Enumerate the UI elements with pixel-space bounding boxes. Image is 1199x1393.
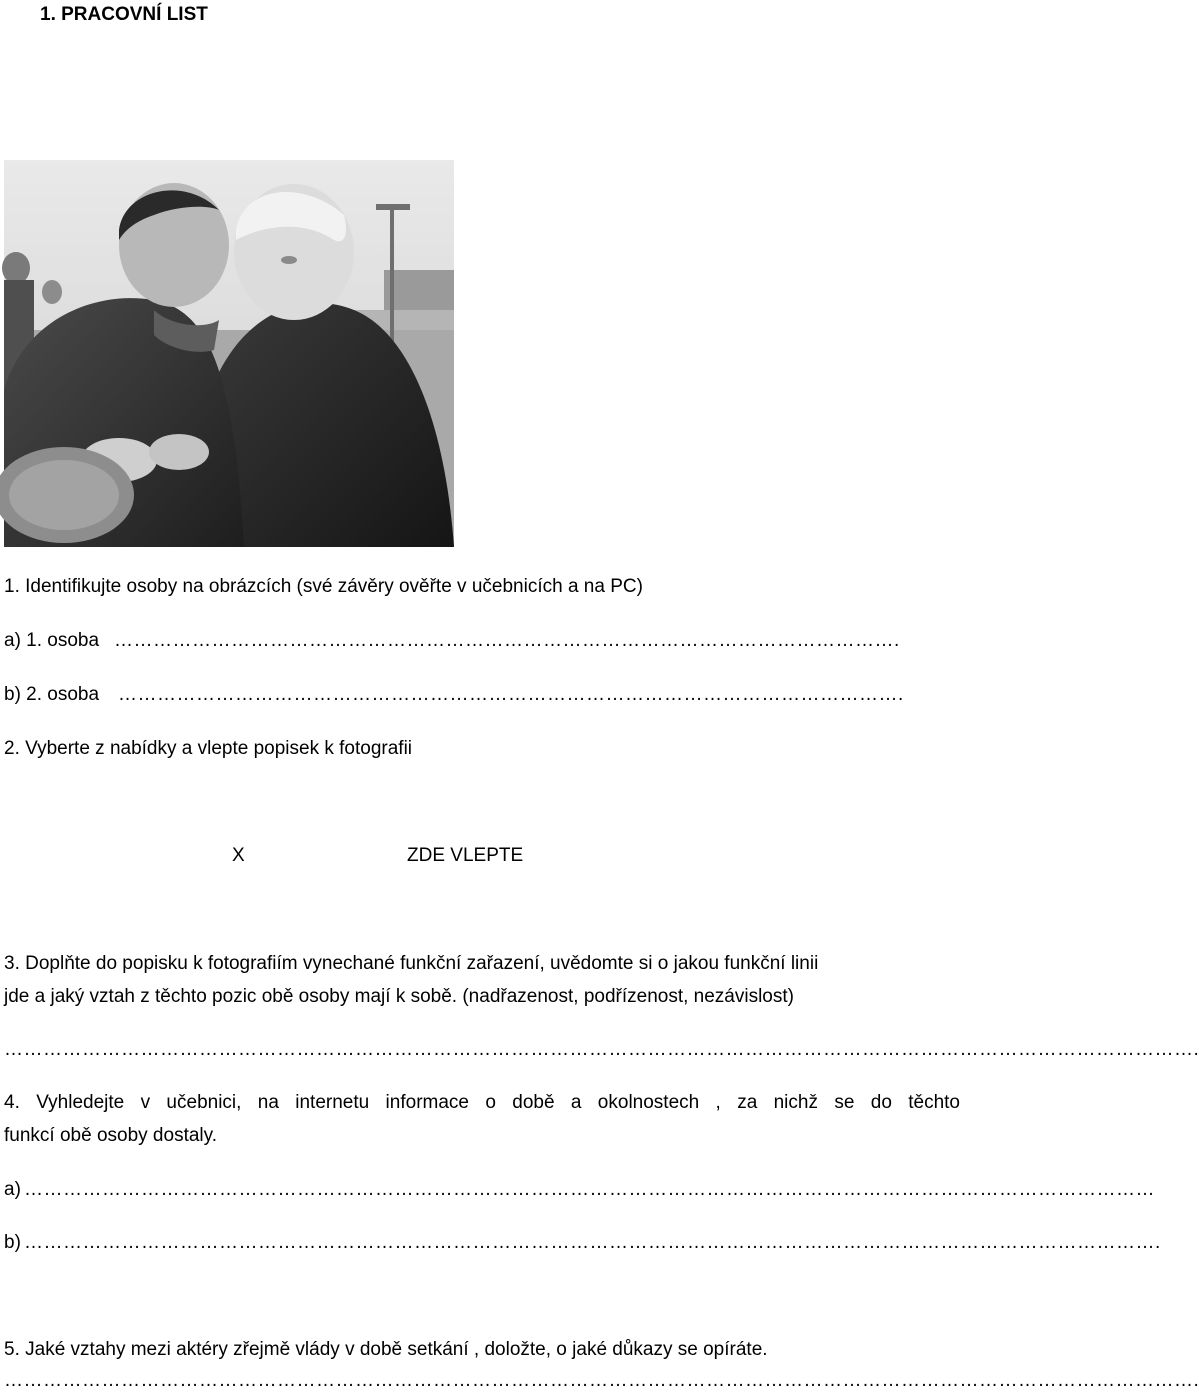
q4-b-answer-line[interactable]: ………………………………………………………………………………………………………………………………………………………….	[24, 1232, 1161, 1253]
q2-paste-area-label[interactable]: ZDE VLEPTE	[407, 845, 524, 866]
q4-line-1: 4. Vyhledejte v učebnici, na internetu informace o době a okolnostech , za nichž se do těchto	[4, 1092, 960, 1113]
q4-b-label: b)	[4, 1232, 21, 1253]
q4-a-answer-line[interactable]: …………………………………………………………………………………………………………………………………………………………	[24, 1179, 1155, 1200]
q3-answer-line[interactable]: ………………………………………………………………………………………………………………………………………………………………….	[4, 1039, 1199, 1060]
q4-line-2: funkcí obě osoby dostaly.	[4, 1125, 217, 1146]
q2-text: 2. Vyberte z nabídky a vlepte popisek k fotografii	[4, 738, 413, 759]
q3-line-2: jde a jaký vztah z těchto pozic obě osoby mají k sobě. (nadřazenost, podřízenost, nezávislost)	[4, 986, 794, 1007]
q1-a-label: a) 1. osoba	[4, 630, 100, 651]
page-title: 1. PRACOVNÍ LIST	[40, 4, 208, 25]
q1-text: 1. Identifikujte osoby na obrázcích (své závěry ověřte v učebnicích a na PC)	[4, 576, 643, 597]
q2-marker: X	[232, 845, 245, 866]
q5-text: 5. Jaké vztahy mezi aktéry zřejmě vlády v době setkání , doložte, o jaké důkazy se opíráte.	[4, 1339, 768, 1360]
q3-line-1: 3. Doplňte do popisku k fotografiím vynechané funkční zařazení, uvědomte si o jakou funkční linii	[4, 953, 819, 974]
q1-b-label: b) 2. osoba	[4, 684, 100, 705]
q1-a-answer-line[interactable]: ………………………………………………………………………………………………………….	[114, 630, 900, 651]
q5-answer-line[interactable]: ………………………………………………………………………………………………………………………………………………………………….	[4, 1370, 1199, 1391]
q4-a-label: a)	[4, 1179, 21, 1200]
q1-b-answer-line[interactable]: ………………………………………………………………………………………………………….	[118, 684, 904, 705]
photo-two-men-kissing-icon	[4, 160, 454, 547]
